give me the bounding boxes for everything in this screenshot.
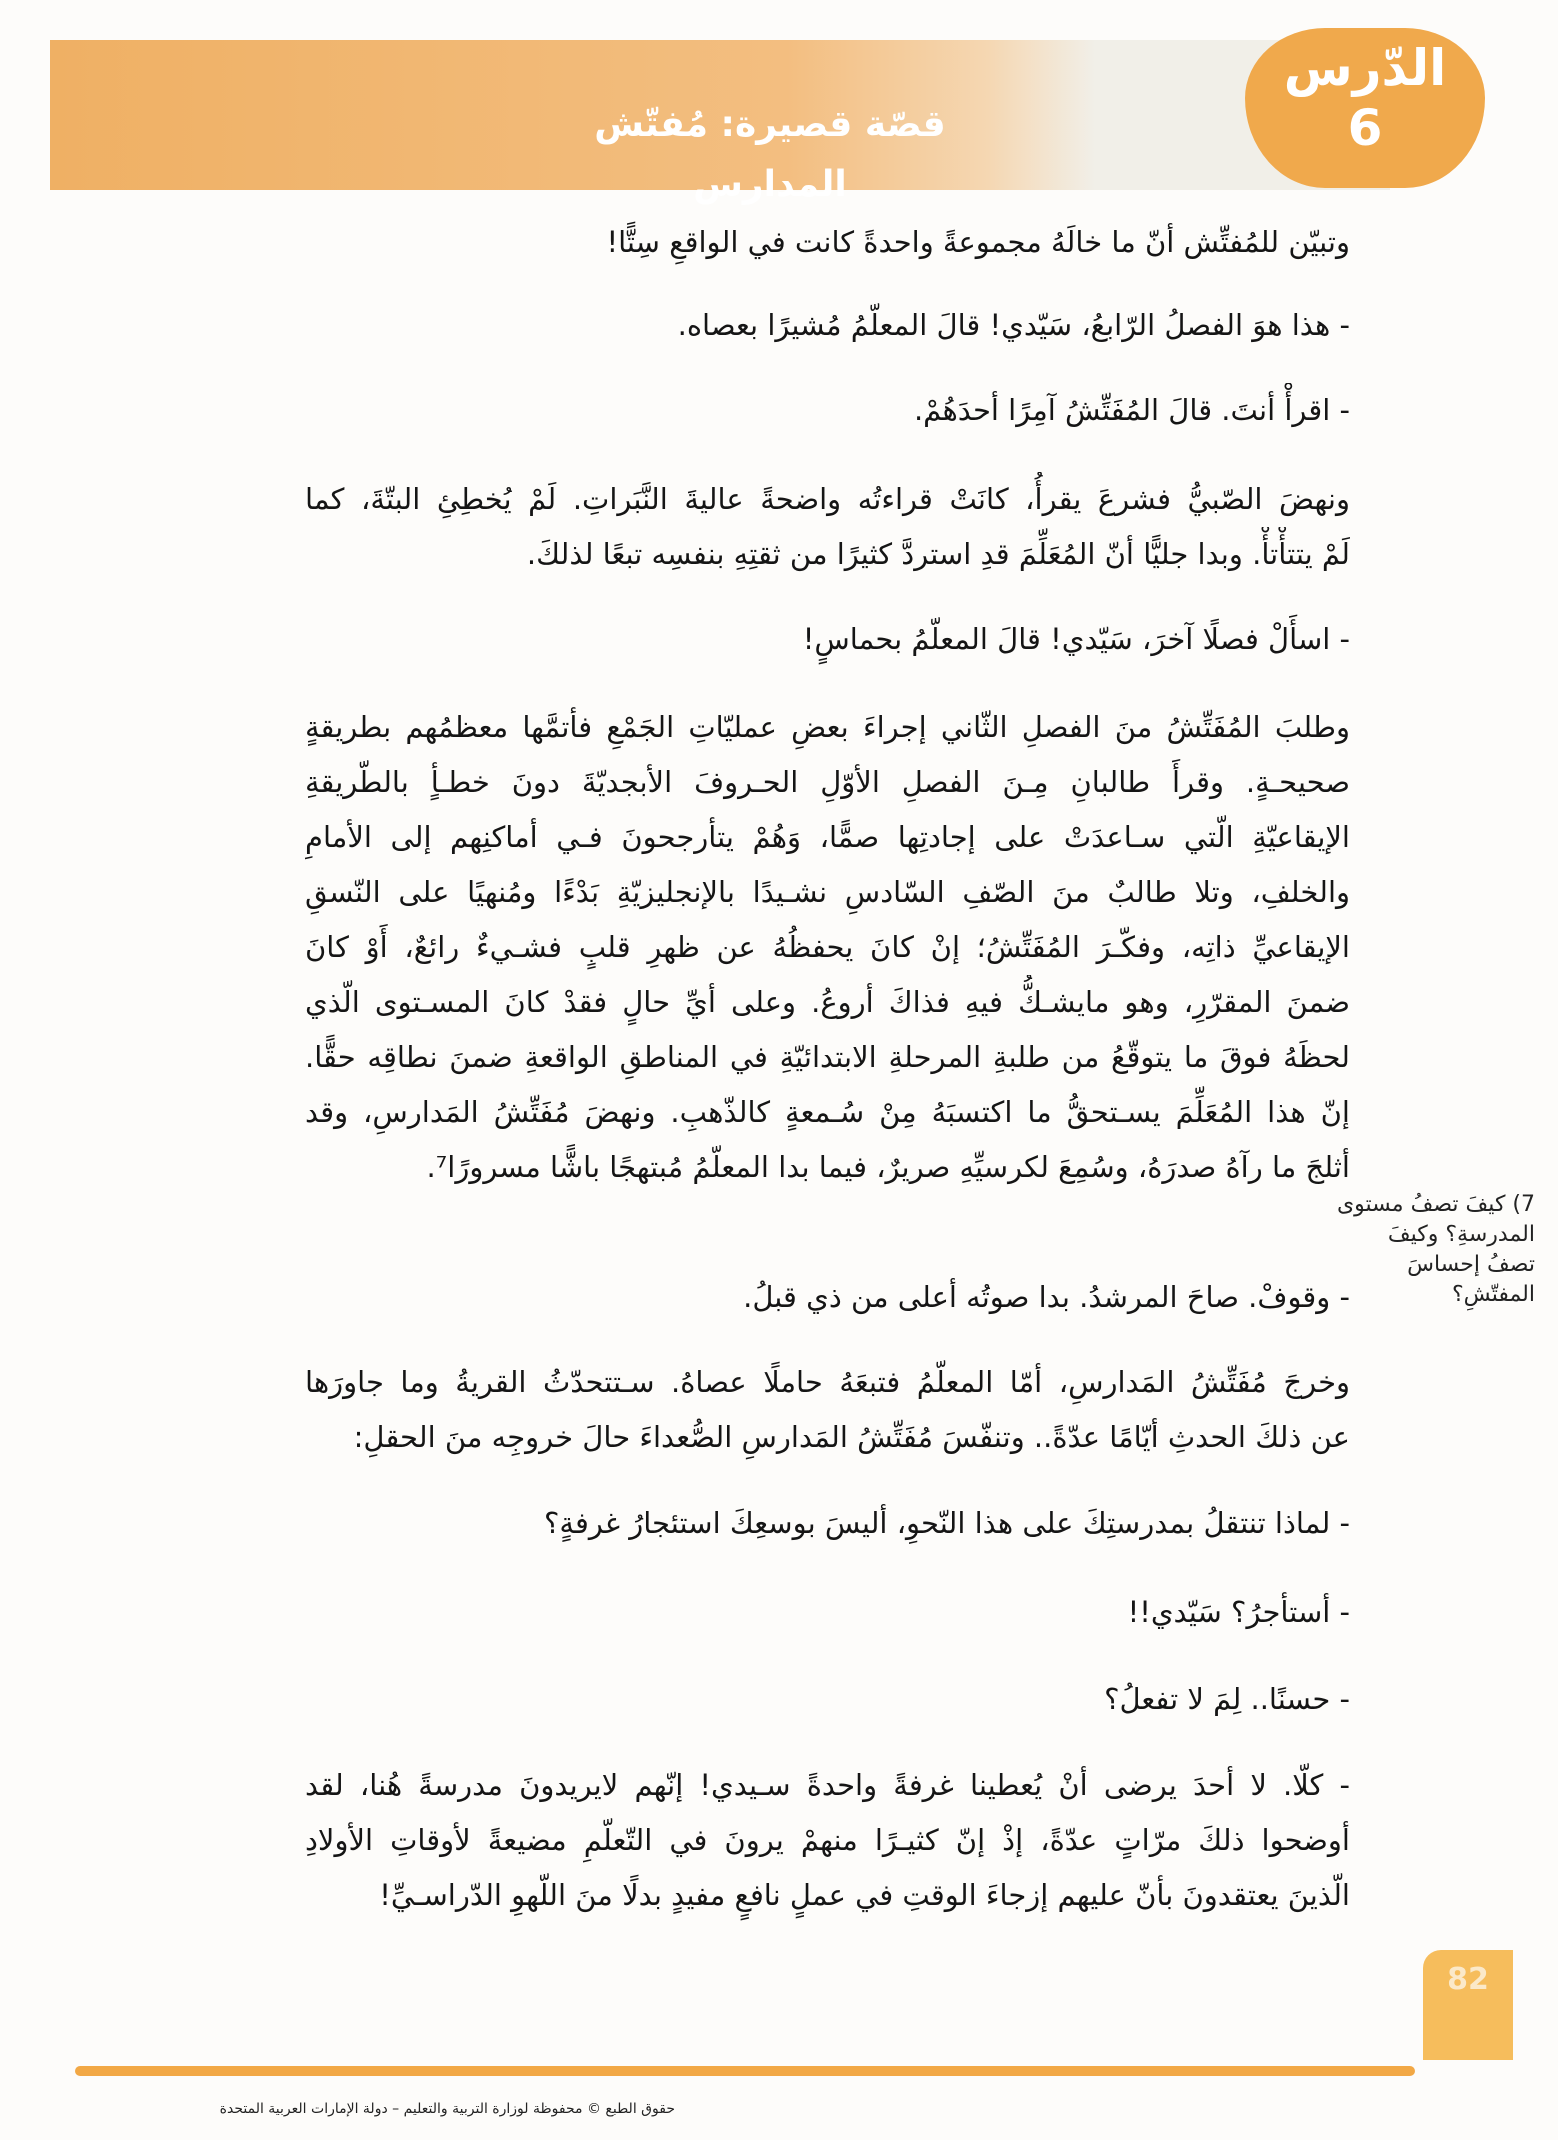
text-line: ونهضَ الصّبيُّ فشرعَ يقرأُ، كانَتْ قراءتُه واضحةً عاليةَ النَّبَراتِ. لَمْ يُخطِئِ البتّةَ، كما — [305, 482, 1350, 516]
paragraph — [305, 472, 1350, 582]
text-line: صحيحـةٍ. وقرأَ طالبانِ مِـنَ الفصلِ الأوّلِ الحـروفَ الأبجديّةَ دونَ خطـأٍ بالطّريقةِ — [305, 765, 1350, 799]
text-line: - وقوفْ. صاحَ المرشدُ. بدا صوتُه أعلى من ذي قبلُ. — [743, 1280, 1350, 1314]
lesson-number: 6 — [1347, 99, 1383, 157]
text-line: الإيقاعيّةِ الّتي سـاعدَتْ على إجادتِها صمًّا، وَهُمْ يتأرجحونَ فـي أماكنِهم إلى الأمامِ — [305, 820, 1350, 854]
paragraph — [305, 1758, 1350, 1923]
paragraph — [305, 1585, 1350, 1640]
text-line: وخرجَ مُفَتِّشُ المَدارسِ، أمّا المعلّمُ فتبعَهُ حاملًا عصاهُ. سـتتحدّثُ القريةُ وما جاورَها — [305, 1365, 1350, 1399]
paragraph — [305, 1672, 1350, 1727]
text-line: والخلفِ، وتلا طالبٌ منَ الصّفِ السّادسِ نشـيدًا بالإنجليزيّةِ بَدْءًا ومُنهيًا على النّسقِ — [305, 875, 1350, 909]
text-line: عن ذلكَ الحدثِ أيّامًا عدّةً.. وتنفّسَ مُفَتِّشُ المَدارسِ الصُّعداءَ حالَ خروجِه منَ الحقلِ: — [353, 1420, 1350, 1454]
text-line: أثلجَ ما رآهُ صدرَهُ، وسُمِعَ لكرسيِّهِ صريرٌ، فيما بدا المعلّمُ مُبتهجًا باشًّا مسرورًا⁷. — [426, 1150, 1350, 1184]
text-line: - لماذا تنتقلُ بمدرستِكَ على هذا النّحوِ، أليسَ بوسعِكَ استئجارُ غرفةٍ؟ — [544, 1506, 1350, 1540]
margin-question — [1336, 1190, 1535, 1310]
note-line: تصفُ إحساسَ — [1407, 1252, 1535, 1277]
text-line: لَمْ يتتأْتأْ. وبدا جليًّا أنّ المُعَلِّمَ قدِ استردَّ كثيرًا من ثقتِهِ بنفسِه تبعًا لذلكَ. — [526, 537, 1350, 571]
text-line: أوضحوا ذلكَ مرّاتٍ عدّةً، إذْ إنّ كثيـرًا منهمْ يرونَ في التّعلّمِ مضيعةً لأوقاتِ الأولادِ — [305, 1823, 1350, 1857]
text-line: الإيقاعيِّ ذاتِه، وفكّـرَ المُفَتِّشُ؛ إنْ كانَ يحفظُهُ عن ظهرِ قلبٍ فشـيءٌ رائعٌ، أَوْ كانَ — [305, 930, 1350, 964]
text-line: إنّ هذا المُعَلِّمَ يسـتحقُّ ما اكتسبَهُ مِنْ سُـمعةٍ كالذّهبِ. ونهضَ مُفَتِّشُ المَدارسِ، وقد — [305, 1095, 1350, 1129]
text-line: - حسنًا.. لِمَ لا تفعلُ؟ — [1104, 1682, 1350, 1716]
paragraph — [305, 700, 1350, 1195]
page-number: 82 — [1447, 1962, 1489, 1997]
note-line: المدرسةِ؟ وكيفَ — [1387, 1222, 1535, 1247]
text-line: وتبيّن للمُفتِّش أنّ ما خالَهُ مجموعةً واحدةً كانت في الواقعِ سِتًّا! — [606, 225, 1350, 259]
paragraph — [305, 1270, 1350, 1325]
footer-divider — [75, 2066, 1415, 2076]
text-line: - أستأجرُ؟ سَيّدي!! — [1127, 1595, 1350, 1629]
text-line: - اسأَلْ فصلًا آخرَ، سَيّدي! قالَ المعلّمُ بحماسٍ! — [802, 622, 1350, 656]
paragraph — [305, 383, 1350, 438]
copyright-notice: حقوق الطبع © محفوظة لوزارة التربية والتعليم – دولة الإمارات العربية المتحدة — [219, 2101, 675, 2117]
lesson-label: الدّرس — [1283, 39, 1447, 97]
lesson-subtitle: قصّة قصيرة: مُفتّش المدارس — [594, 104, 946, 205]
text-line: - هذا هوَ الفصلُ الرّابعُ، سَيّدي! قالَ المعلّمُ مُشيرًا بعصاه. — [677, 308, 1350, 342]
paragraph — [305, 298, 1350, 353]
text-line: - اقرأْ أنتَ. قالَ المُفَتِّشُ آمِرًا أحدَهُمْ. — [913, 393, 1350, 427]
paragraph — [305, 612, 1350, 667]
text-line: لحظَهُ فوقَ ما يتوقّعُ من طلبةِ المرحلةِ الابتدائيّةِ في المناطقِ الواقعةِ ضمنَ نطاقِه حقًّا. — [305, 1040, 1350, 1074]
text-line: - كلّا. لا أحدَ يرضى أنْ يُعطينا غرفةً واحدةً سـيدي! إنّهم لايريدونَ مدرسةً هُنا، لقد — [305, 1768, 1350, 1802]
text-line: ضمنَ المقرّرِ، وهو مايشـكُّ فيهِ فذاكَ أروعُ. وعلى أيِّ حالٍ فقدْ كانَ المسـتوى الّذي — [305, 985, 1350, 1019]
paragraph — [305, 215, 1350, 270]
paragraph — [305, 1496, 1350, 1551]
paragraph — [305, 1355, 1350, 1465]
note-line: 7) كيفَ تصفُ مستوى — [1336, 1192, 1535, 1217]
note-line: المفتّشِ؟ — [1451, 1282, 1535, 1307]
text-line: وطلبَ المُفَتِّشُ منَ الفصلِ الثّاني إجراءَ بعضِ عمليّاتِ الجَمْعِ فأتمَّها معظمُهم بطريقةٍ — [305, 710, 1350, 744]
text-line: الّذينَ يعتقدونَ بأنّ عليهم إزجاءَ الوقتِ في عملٍ نافعٍ مفيدٍ بدلًا منَ اللّهوِ الدّراسـيِّ! — [379, 1878, 1350, 1912]
